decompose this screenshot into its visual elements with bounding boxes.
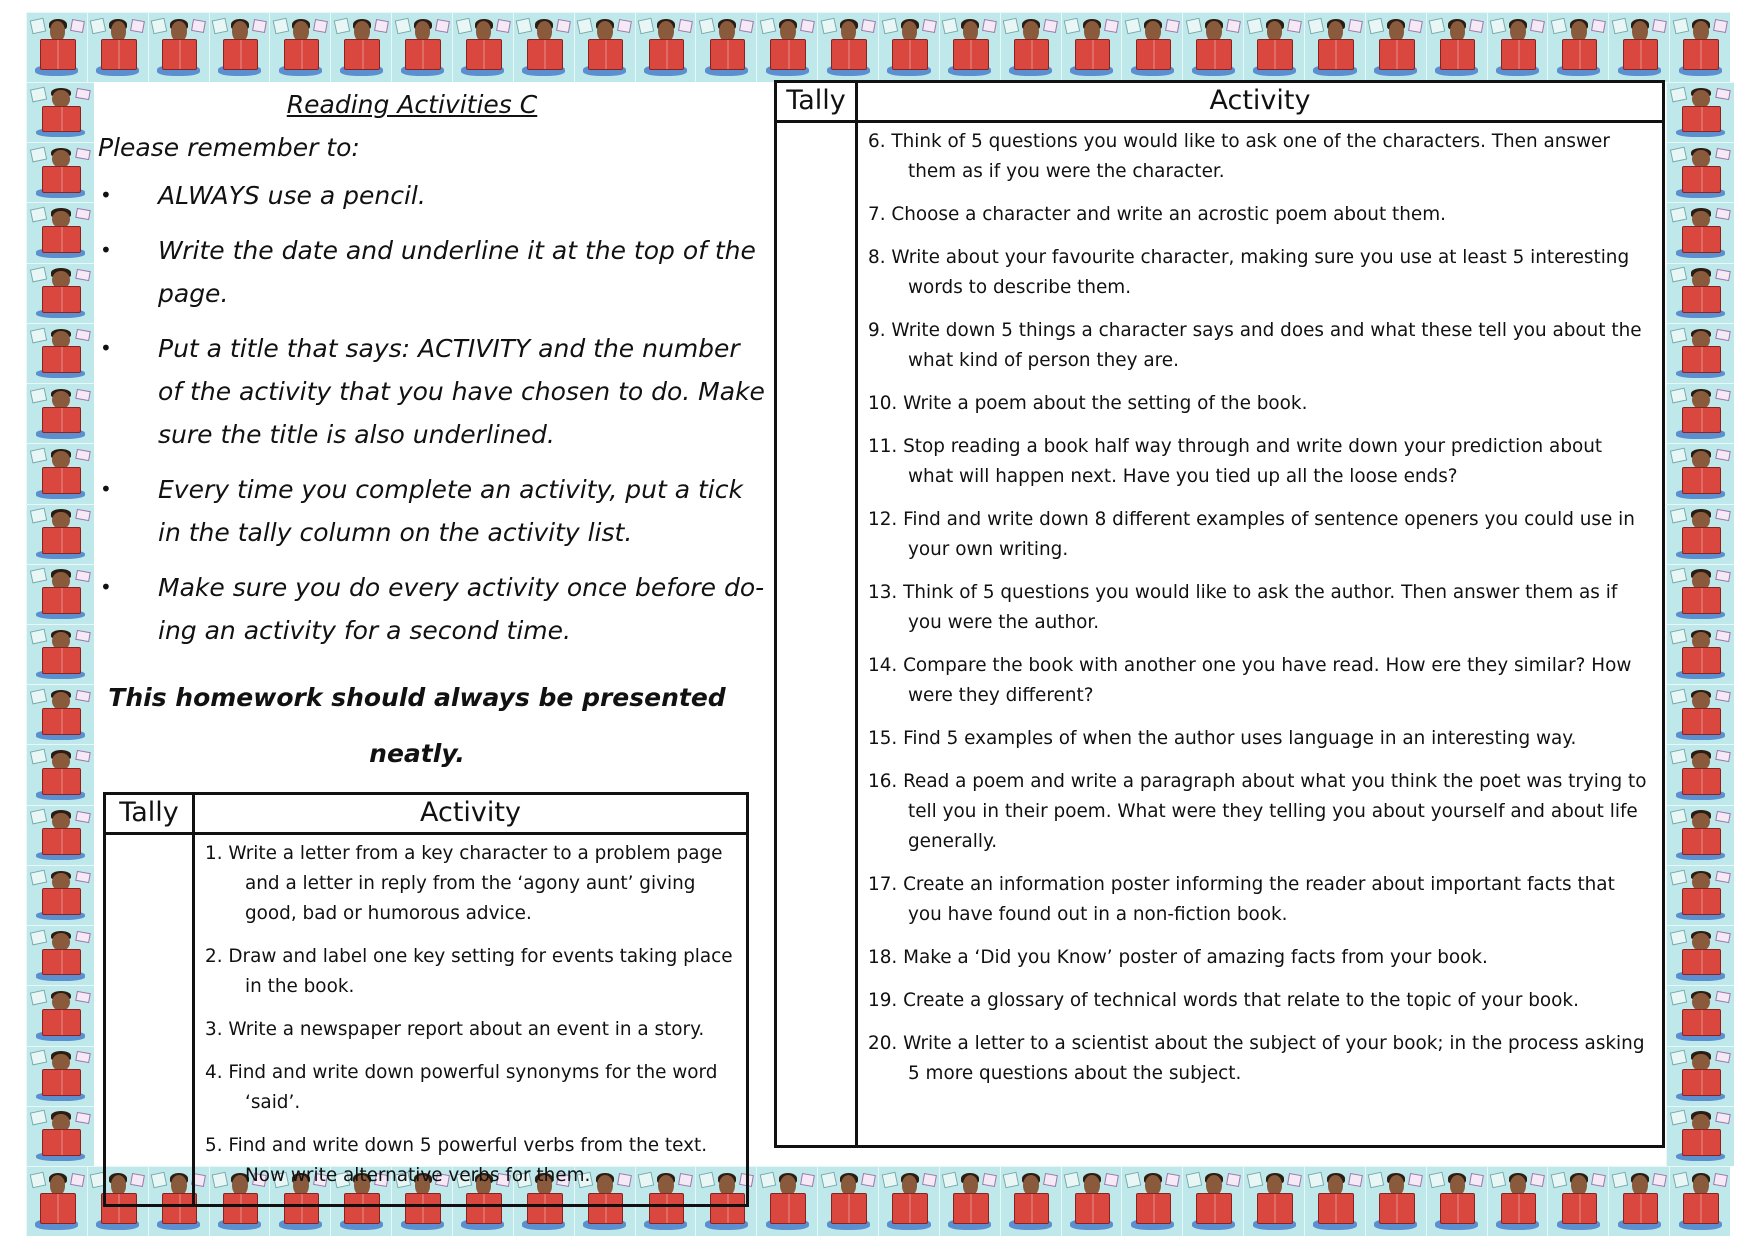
child-reading-book-icon [1121,12,1182,82]
child-reading-book-icon [878,1166,939,1236]
child-reading-book-icon [574,12,635,82]
child-reading-book-icon [26,564,94,624]
child-reading-book-icon [1426,12,1487,82]
activity-item: 14. Compare the book with another one you have read. How ere they similar? How were they different? [868,655,1632,706]
child-reading-book-icon [1666,1046,1734,1106]
bullet-icon: • [100,477,112,501]
child-reading-book-icon [391,12,452,82]
activity-item: 12. Find and write down 8 different examples of sentence openers you could use in your own writing. [868,509,1635,560]
activity-item: 10. Write a poem about the setting of the book. [868,393,1308,414]
page-title: Reading Activities C [286,90,538,119]
child-reading-book-icon [26,323,94,383]
rule-item: • Put a title that says: ACTIVITY and the number of the activity that you have chosen to do. Make sure the title is also underlined. [98,327,766,456]
rule-item: • Write the date and underline it at the top of the page. [98,229,766,315]
child-reading-book-icon [26,263,94,323]
child-reading-book-icon [26,865,94,925]
child-reading-book-icon [1304,1166,1365,1236]
child-reading-book-icon [695,12,756,82]
rule-item: • Make sure you do every activity once before do-ing an activity for a second time. [98,566,766,652]
activity-item: 1. Write a letter from a key character to a problem page and a letter in reply from the ‘agony aunt’ giving good, bad or humorous advice. [205,843,723,924]
bullet-icon: • [100,336,112,360]
activity-item: 18. Make a ‘Did you Know’ poster of amazing facts from your book. [868,947,1488,968]
activity-table-right [774,80,1665,1148]
instructions-section [98,86,766,782]
activity-item: 6. Think of 5 questions you would like to ask one of the characters. Then answer them as if you were the character. [868,131,1610,182]
activity-item: 13. Think of 5 questions you would like to ask the author. Then answer them as if you were the author. [868,582,1618,633]
child-reading-book-icon [878,12,939,82]
rule-item: • Every time you complete an activity, put a tick in the tally column on the activity list. [98,468,766,554]
child-reading-book-icon [87,12,148,82]
child-reading-book-icon [1487,1166,1548,1236]
child-reading-book-icon [1666,865,1734,925]
child-reading-book-icon [26,12,87,82]
tally-header: Tally [776,82,857,122]
activity-item: 15. Find 5 examples of when the author uses language in an interesting way. [868,728,1577,749]
child-reading-book-icon [1426,1166,1487,1236]
activity-item: 17. Create an information poster informing the reader about important facts that you have found out in a non-fiction book. [868,874,1615,925]
child-reading-book-icon [26,1046,94,1106]
child-reading-book-icon [1000,12,1061,82]
tally-header: Tally [105,794,194,834]
activity-item: 3. Write a newspaper report about an event in a story. [205,1019,705,1040]
child-reading-book-icon [330,12,391,82]
child-reading-book-icon [939,1166,1000,1236]
child-reading-book-icon [1487,12,1548,82]
activity-item: 7. Choose a character and write an acrostic poem about them. [868,204,1446,225]
child-reading-book-icon [1666,925,1734,985]
bullet-icon: • [100,575,112,599]
activity-table-left [103,792,749,1207]
child-reading-book-icon [1669,1166,1730,1236]
child-reading-book-icon [1666,504,1734,564]
activity-item: 5. Find and write down 5 powerful verbs from the text. Now write alternative verbs for them. [205,1135,708,1186]
intro-text: Please remember to: [98,133,360,162]
activity-item: 19. Create a glossary of technical words that relate to the topic of your book. [868,990,1579,1011]
child-reading-book-icon [1666,263,1734,323]
child-reading-book-icon [26,985,94,1045]
activity-item: 16. Read a poem and write a paragraph about what you think the poet was trying to tell you in their poem. What were they telling you about yourself and about life generally. [868,771,1647,852]
child-reading-book-icon [26,925,94,985]
child-reading-book-icon [1547,1166,1608,1236]
rules-list [98,174,766,652]
child-reading-book-icon [1182,1166,1243,1236]
child-reading-book-icon [1121,1166,1182,1236]
child-reading-book-icon [1666,564,1734,624]
child-reading-book-icon [452,12,513,82]
child-reading-book-icon [1666,202,1734,262]
activity-item: 11. Stop reading a book half way through and write down your prediction about what will happen next. Have you tied up all the loose ends? [868,436,1603,487]
child-reading-book-icon [1666,985,1734,1045]
page-border-left [26,82,94,1166]
child-reading-book-icon [26,202,94,262]
rule-item: • ALWAYS use a pencil. [98,174,766,217]
child-reading-book-icon [1243,1166,1304,1236]
child-reading-book-icon [1608,12,1669,82]
child-reading-book-icon [1061,1166,1122,1236]
child-reading-book-icon [1666,744,1734,804]
child-reading-book-icon [26,383,94,443]
child-reading-book-icon [635,12,696,82]
child-reading-book-icon [26,1166,87,1236]
child-reading-book-icon [1666,624,1734,684]
page-border-right [1666,82,1734,1166]
child-reading-book-icon [1669,12,1730,82]
child-reading-book-icon [1666,142,1734,202]
activity-item: 8. Write about your favourite character, making sure you use at least 5 interesting words to describe them. [868,247,1630,298]
activity-list [857,122,1664,1147]
child-reading-book-icon [1365,12,1426,82]
page-border-top [26,12,1730,82]
child-reading-book-icon [1666,443,1734,503]
activity-item: 9. Write down 5 things a character says and does and what these tell you about the what kind of person they are. [868,320,1642,371]
child-reading-book-icon [1666,805,1734,865]
tally-column[interactable] [105,834,194,1206]
child-reading-book-icon [26,443,94,503]
child-reading-book-icon [1547,12,1608,82]
activity-item: 4. Find and write down powerful synonyms for the word ‘said’. [205,1062,718,1113]
child-reading-book-icon [1666,1106,1734,1166]
child-reading-book-icon [1666,323,1734,383]
child-reading-book-icon [148,12,209,82]
child-reading-book-icon [26,1106,94,1166]
child-reading-book-icon [513,12,574,82]
child-reading-book-icon [269,12,330,82]
emphasis-note: This homework should always be presented neatly. [108,683,726,768]
tally-column[interactable] [776,122,857,1147]
child-reading-book-icon [26,805,94,865]
child-reading-book-icon [817,1166,878,1236]
child-reading-book-icon [1061,12,1122,82]
child-reading-book-icon [26,504,94,564]
bullet-icon: • [100,183,112,207]
child-reading-book-icon [1304,12,1365,82]
child-reading-book-icon [939,12,1000,82]
activity-list [194,834,748,1206]
child-reading-book-icon [1666,684,1734,744]
child-reading-book-icon [756,12,817,82]
bullet-icon: • [100,238,112,262]
child-reading-book-icon [817,12,878,82]
child-reading-book-icon [209,12,270,82]
child-reading-book-icon [1365,1166,1426,1236]
activity-header: Activity [194,794,748,834]
child-reading-book-icon [1666,383,1734,443]
child-reading-book-icon [1000,1166,1061,1236]
child-reading-book-icon [1182,12,1243,82]
child-reading-book-icon [26,142,94,202]
activity-item: 2. Draw and label one key setting for events taking place in the book. [205,946,733,997]
child-reading-book-icon [756,1166,817,1236]
child-reading-book-icon [1243,12,1304,82]
child-reading-book-icon [1666,82,1734,142]
activity-item: 20. Write a letter to a scientist about the subject of your book; in the process asking 5 more questions about the subject. [868,1033,1645,1084]
activity-header: Activity [857,82,1664,122]
child-reading-book-icon [1608,1166,1669,1236]
